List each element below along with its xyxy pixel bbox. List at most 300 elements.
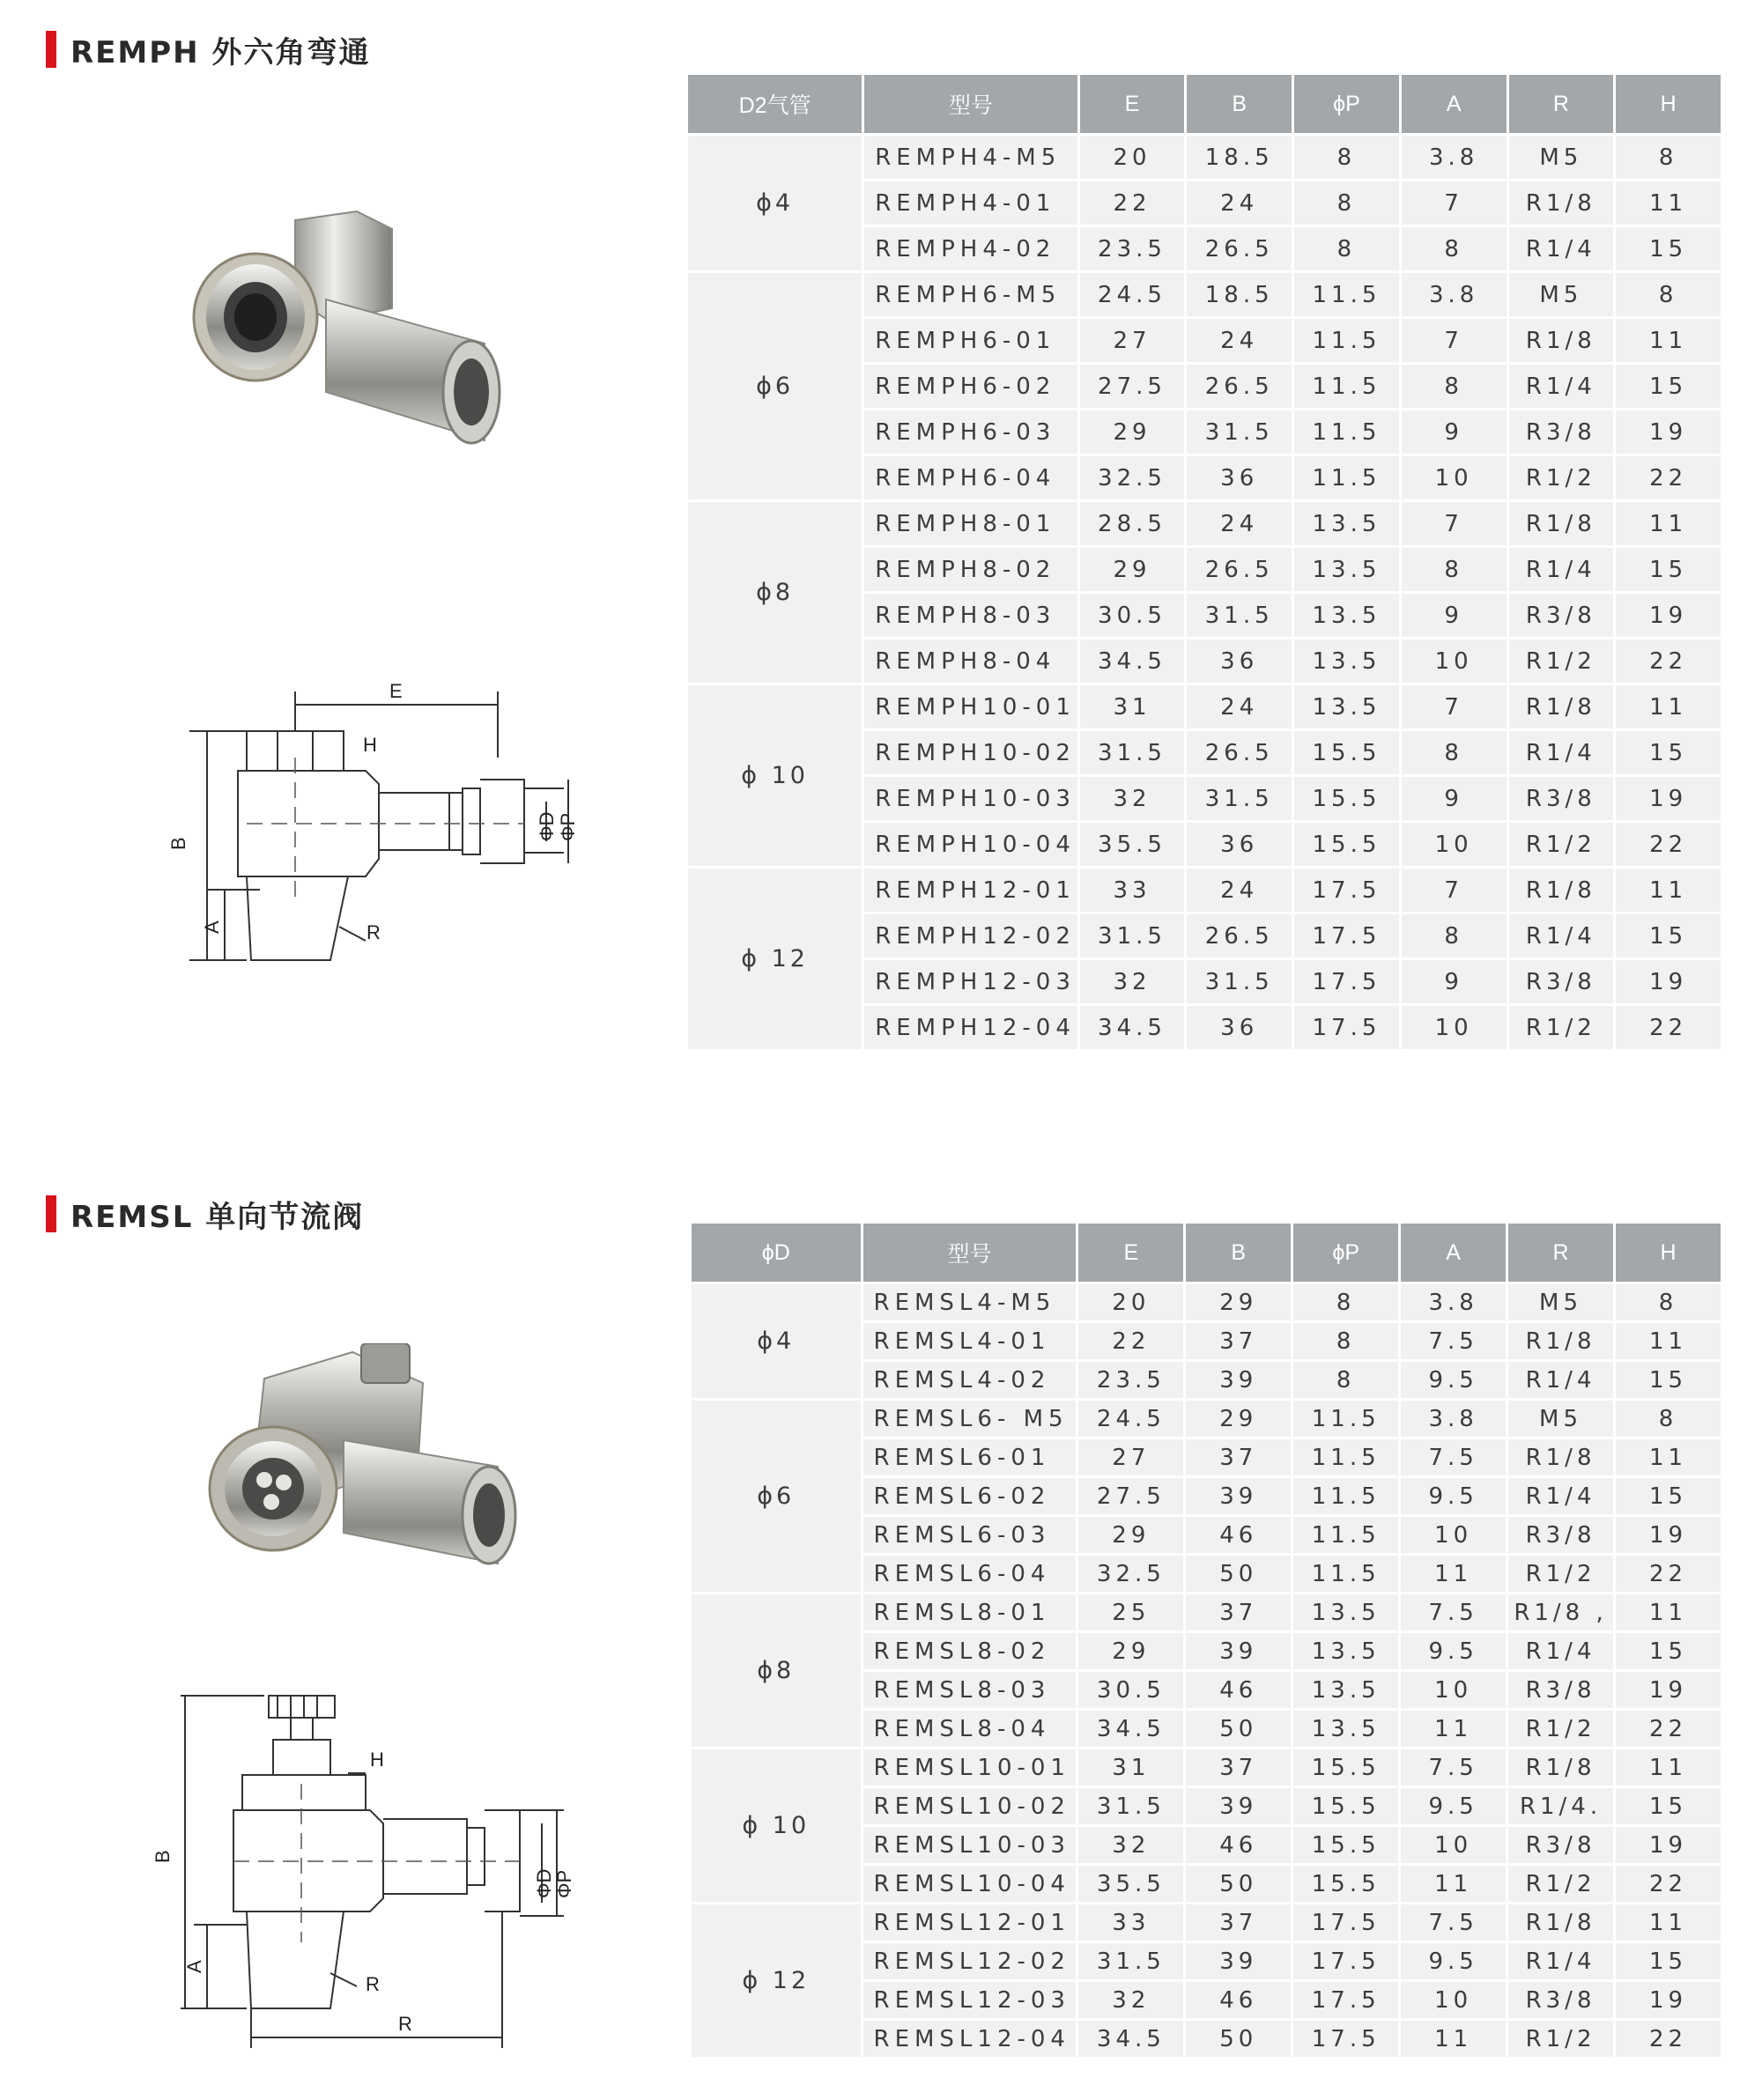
spec-cell: 9 [1402,594,1507,637]
spec-cell: 11 [1616,1749,1721,1786]
spec-cell: M5 [1508,1401,1613,1437]
table-row [692,1749,1721,1786]
spec-cell: 15 [1616,1633,1721,1669]
spec-cell: 30.5 [1078,1672,1183,1708]
spec-cell: 22 [1616,456,1721,499]
spec-cell: R1/8 [1509,502,1614,545]
spec-cell: 7.5 [1401,1749,1506,1786]
model-cell: REMPH10-04 [864,823,1077,866]
model-cell: REMPH10-03 [864,777,1077,820]
spec-cell: 13.5 [1293,1711,1398,1747]
remph-spec-table [685,72,1723,1052]
spec-cell: 11.5 [1293,1517,1398,1553]
spec-cell: 11 [1616,1904,1721,1941]
spec-cell: 32 [1078,1982,1183,2018]
spec-cell: 22 [1616,823,1721,866]
spec-cell: 32 [1080,960,1185,1003]
spec-cell: R1/8 [1509,869,1614,912]
table-row [688,869,1721,912]
tube-size-group: ϕ4 [692,1284,861,1398]
spec-cell: 7 [1402,685,1507,728]
spec-cell: 8 [1616,1284,1721,1320]
spec-cell: 36 [1187,640,1292,683]
spec-cell: 11 [1616,685,1721,728]
spec-cell: 8 [1616,136,1721,179]
spec-cell: R1/2 [1508,2021,1613,2057]
spec-cell: 8 [1402,731,1507,774]
column-header: E [1080,75,1185,133]
spec-cell: 17.5 [1294,960,1399,1003]
spec-cell: 30.5 [1080,594,1185,637]
column-header: 型号 [864,75,1077,133]
spec-cell: 19 [1616,1982,1721,2018]
spec-cell: M5 [1508,1284,1613,1320]
spec-cell: R1/8 [1509,181,1614,225]
spec-cell: 9.5 [1401,1943,1506,1979]
spec-cell: 17.5 [1293,2021,1398,2057]
spec-cell: 3.8 [1402,273,1507,316]
spec-cell: 20 [1080,136,1185,179]
spec-cell: 23.5 [1078,1362,1183,1398]
spec-cell: M5 [1509,273,1614,316]
remsl-dim-b: B [152,1850,174,1863]
tube-size-group: ϕ6 [692,1401,861,1592]
spec-cell: 3.8 [1402,136,1507,179]
remph-dim-d: ΦD [536,811,558,841]
column-header: ϕD [692,1224,861,1282]
spec-cell: 32 [1078,1827,1183,1863]
column-header: B [1186,1224,1291,1282]
spec-cell: 11.5 [1294,273,1399,316]
spec-cell: 8 [1293,1284,1398,1320]
spec-cell: 9.5 [1401,1478,1506,1514]
spec-cell: 7.5 [1401,1904,1506,1941]
table-header-row [692,1224,1721,1282]
spec-cell: 10 [1401,1517,1506,1553]
spec-cell: 24.5 [1078,1401,1183,1437]
spec-cell: 11 [1616,1594,1721,1630]
model-cell: REMSL12-04 [863,2021,1077,2057]
spec-cell: 8 [1402,548,1507,591]
spec-cell: R1/4 [1508,1943,1613,1979]
model-cell: REMPH6-04 [864,456,1077,499]
spec-cell: 46 [1186,1517,1291,1553]
spec-cell: 22 [1078,1323,1183,1359]
spec-cell: 15 [1616,365,1721,408]
spec-cell: 34.5 [1080,1006,1185,1049]
spec-cell: 32.5 [1078,1556,1183,1592]
spec-cell: 9.5 [1401,1788,1506,1824]
spec-cell: 17.5 [1294,1006,1399,1049]
spec-cell: R1/4 [1508,1633,1613,1669]
spec-cell: 31.5 [1187,594,1292,637]
spec-cell: 29 [1080,548,1185,591]
spec-cell: 15.5 [1293,1788,1398,1824]
column-header: R [1508,1224,1613,1282]
spec-cell: 29 [1078,1517,1183,1553]
spec-cell: R1/8 , [1508,1594,1613,1630]
spec-cell: 28.5 [1080,502,1185,545]
table-row [688,502,1721,545]
spec-cell: R3/8 [1509,410,1614,454]
spec-cell: 17.5 [1293,1943,1398,1979]
spec-cell: R1/2 [1509,640,1614,683]
spec-cell: 29 [1186,1284,1291,1320]
spec-cell: 27.5 [1080,365,1185,408]
spec-cell: R1/2 [1509,1006,1614,1049]
spec-cell: 8 [1402,227,1507,270]
spec-cell: 26.5 [1187,365,1292,408]
spec-cell: 11.5 [1294,365,1399,408]
spec-cell: 18.5 [1187,273,1292,316]
table-header-row [688,75,1721,133]
spec-cell: 31.5 [1187,960,1292,1003]
spec-cell: 22 [1616,1556,1721,1592]
spec-cell: 10 [1402,456,1507,499]
spec-cell: 11.5 [1293,1556,1398,1592]
spec-cell: 22 [1616,1006,1721,1049]
spec-cell: 10 [1401,1827,1506,1863]
spec-cell: 8 [1294,136,1399,179]
model-cell: REMSL10-02 [863,1788,1077,1824]
spec-cell: 11.5 [1293,1439,1398,1475]
spec-cell: 17.5 [1293,1904,1398,1941]
column-header: D2气管 [688,75,862,133]
spec-cell: 35.5 [1078,1866,1183,1902]
model-cell: REMSL4-02 [863,1362,1077,1398]
spec-cell: 26.5 [1187,731,1292,774]
spec-cell: 23.5 [1080,227,1185,270]
model-cell: REMPH6-01 [864,319,1077,362]
spec-cell: R3/8 [1508,1827,1613,1863]
spec-cell: 11 [1401,2021,1506,2057]
model-cell: REMPH10-01 [864,685,1077,728]
spec-cell: 50 [1186,1556,1291,1592]
remsl-dimension-drawing [150,1678,643,2066]
spec-cell: 19 [1616,777,1721,820]
spec-cell: 9.5 [1401,1362,1506,1398]
spec-cell: 13.5 [1293,1594,1398,1630]
spec-cell: 13.5 [1294,548,1399,591]
spec-cell: 27.5 [1078,1478,1183,1514]
spec-cell: R1/4 [1509,548,1614,591]
spec-cell: 31.5 [1078,1943,1183,1979]
spec-cell: 10 [1402,640,1507,683]
remph-dim-a: A [201,921,223,934]
spec-cell: 11.5 [1294,410,1399,454]
spec-cell: 10 [1402,1006,1507,1049]
spec-cell: 37 [1186,1594,1291,1630]
remph-dim-r: R [366,921,381,943]
spec-cell: 13.5 [1293,1672,1398,1708]
spec-cell: 26.5 [1187,227,1292,270]
spec-cell: 27 [1078,1439,1183,1475]
spec-cell: 15 [1616,914,1721,958]
spec-cell: 24 [1187,319,1292,362]
model-cell: REMPH6-M5 [864,273,1077,316]
spec-cell: 22 [1080,181,1185,225]
spec-cell: 34.5 [1080,640,1185,683]
spec-cell: R1/8 [1509,319,1614,362]
spec-cell: 8 [1294,227,1399,270]
spec-cell: 46 [1186,1982,1291,2018]
spec-cell: 11 [1616,319,1721,362]
remph-dim-e: E [389,680,403,702]
spec-cell: R1/2 [1508,1711,1613,1747]
spec-cell: 11.5 [1294,319,1399,362]
remsl-dim-p: ΦP [553,1869,575,1898]
spec-cell: R1/2 [1509,456,1614,499]
remsl-dim-r-thread: R [366,1973,380,1995]
spec-cell: 11 [1616,869,1721,912]
spec-cell: 37 [1186,1323,1291,1359]
spec-cell: R1/4 [1509,365,1614,408]
table-row [688,273,1721,316]
title-accent-bar [46,31,56,68]
spec-cell: R1/2 [1508,1866,1613,1902]
spec-cell: 17.5 [1293,1982,1398,2018]
spec-cell: 7 [1402,181,1507,225]
spec-cell: 19 [1616,960,1721,1003]
model-cell: REMPH4-02 [864,227,1077,270]
spec-cell: 31.5 [1080,731,1185,774]
column-header: 型号 [863,1224,1077,1282]
spec-cell: 11 [1616,181,1721,225]
spec-cell: 8 [1616,273,1721,316]
spec-cell: 9 [1402,960,1507,1003]
spec-cell: 11 [1616,1323,1721,1359]
spec-cell: 22 [1616,1866,1721,1902]
remph-dim-p: ΦP [557,812,579,841]
tube-size-group: ϕ8 [692,1594,861,1747]
spec-cell: 22 [1616,640,1721,683]
spec-cell: 24 [1187,685,1292,728]
spec-cell: 50 [1186,2021,1291,2057]
model-cell: REMPH12-01 [864,869,1077,912]
spec-cell: 17.5 [1294,869,1399,912]
spec-cell: 15 [1616,227,1721,270]
column-header: H [1616,75,1721,133]
remph-section-title [46,30,370,69]
spec-cell: 13.5 [1294,640,1399,683]
spec-cell: 37 [1186,1904,1291,1941]
spec-cell: 15.5 [1293,1749,1398,1786]
spec-cell: 37 [1186,1439,1291,1475]
spec-cell: 46 [1186,1827,1291,1863]
spec-cell: 19 [1616,1827,1721,1863]
spec-cell: 46 [1186,1672,1291,1708]
spec-cell: 39 [1186,1633,1291,1669]
spec-cell: 19 [1616,410,1721,454]
model-cell: REMPH12-02 [864,914,1077,958]
spec-cell: 50 [1186,1866,1291,1902]
remsl-spec-table [689,1221,1723,2059]
spec-cell: R1/8 [1508,1323,1613,1359]
tube-size-group: ϕ6 [688,273,862,499]
spec-cell: 15.5 [1294,823,1399,866]
remsl-dim-a: A [183,1960,205,1973]
spec-cell: 13.5 [1294,502,1399,545]
spec-cell: 17.5 [1294,914,1399,958]
remsl-dim-d: ΦD [533,1868,555,1898]
column-header: A [1401,1224,1506,1282]
spec-cell: 15 [1616,1362,1721,1398]
tube-size-group: ϕ 10 [688,685,862,866]
spec-cell: 15 [1616,1943,1721,1979]
spec-cell: 34.5 [1078,2021,1183,2057]
spec-cell: 7 [1402,502,1507,545]
spec-cell: 11 [1616,502,1721,545]
remph-dim-h: H [363,734,377,756]
model-cell: REMSL6-04 [863,1556,1077,1592]
spec-cell: 11.5 [1294,456,1399,499]
spec-cell: R3/8 [1508,1517,1613,1553]
remph-dim-b: B [167,837,189,850]
spec-cell: 24.5 [1080,273,1185,316]
spec-cell: 50 [1186,1711,1291,1747]
spec-cell: 7.5 [1401,1439,1506,1475]
table-row [688,685,1721,728]
spec-cell: 8 [1294,181,1399,225]
spec-cell: 39 [1186,1478,1291,1514]
model-cell: REMSL8-03 [863,1672,1077,1708]
spec-cell: 33 [1078,1904,1183,1941]
model-cell: REMPH8-04 [864,640,1077,683]
spec-cell: R1/4 [1509,227,1614,270]
remsl-section-title [46,1194,364,1233]
spec-cell: 10 [1402,823,1507,866]
column-header: A [1402,75,1507,133]
spec-cell: 39 [1186,1788,1291,1824]
spec-cell: 7.5 [1401,1594,1506,1630]
spec-cell: 15.5 [1294,731,1399,774]
spec-cell: 19 [1616,594,1721,637]
spec-cell: 11 [1401,1556,1506,1592]
spec-cell: 8 [1293,1323,1398,1359]
spec-cell: R3/8 [1508,1672,1613,1708]
spec-cell: 37 [1186,1749,1291,1786]
spec-cell: 10 [1401,1982,1506,2018]
model-cell: REMPH10-02 [864,731,1077,774]
model-cell: REMSL4-M5 [863,1284,1077,1320]
spec-cell: 29 [1080,410,1185,454]
spec-cell: 13.5 [1294,685,1399,728]
model-cell: REMSL10-01 [863,1749,1077,1786]
spec-cell: 32 [1080,777,1185,820]
spec-cell: 19 [1616,1517,1721,1553]
spec-cell: 27 [1080,319,1185,362]
spec-cell: 24 [1187,502,1292,545]
model-cell: REMSL8-01 [863,1594,1077,1630]
remph-dimension-drawing [159,669,652,987]
model-cell: REMPH12-04 [864,1006,1077,1049]
column-header: ϕP [1294,75,1399,133]
model-cell: REMPH8-03 [864,594,1077,637]
spec-cell: 39 [1186,1362,1291,1398]
column-header: E [1078,1224,1183,1282]
table-row [692,1904,1721,1941]
spec-cell: 31.5 [1080,914,1185,958]
spec-cell: R3/8 [1509,594,1614,637]
spec-cell: 33 [1080,869,1185,912]
column-header: H [1616,1224,1721,1282]
spec-cell: 11 [1616,1439,1721,1475]
model-cell: REMPH6-02 [864,365,1077,408]
spec-cell: R1/8 [1508,1904,1613,1941]
model-cell: REMSL6- M5 [863,1401,1077,1437]
model-cell: REMPH8-02 [864,548,1077,591]
spec-cell: 31 [1080,685,1185,728]
spec-cell: 24 [1187,869,1292,912]
remsl-dim-h: H [370,1749,384,1771]
spec-cell: 26.5 [1187,914,1292,958]
column-header: R [1509,75,1614,133]
spec-cell: 15 [1616,548,1721,591]
spec-cell: 24 [1187,181,1292,225]
spec-cell: M5 [1509,136,1614,179]
tube-size-group: ϕ 10 [692,1749,861,1902]
spec-cell: 15.5 [1293,1827,1398,1863]
model-cell: REMSL12-02 [863,1943,1077,1979]
spec-cell: R1/4 [1508,1362,1613,1398]
spec-cell: 19 [1616,1672,1721,1708]
model-cell: REMPH4-01 [864,181,1077,225]
model-cell: REMSL10-04 [863,1866,1077,1902]
spec-cell: R1/2 [1509,823,1614,866]
spec-cell: 31 [1078,1749,1183,1786]
model-cell: REMPH12-03 [864,960,1077,1003]
spec-cell: R1/8 [1508,1439,1613,1475]
spec-cell: 31.5 [1187,777,1292,820]
remsl-product-photo [203,1343,520,1581]
model-cell: REMSL6-02 [863,1478,1077,1514]
spec-cell: R1/4 [1509,914,1614,958]
remsl-title: REMSL 单向节流阀 [70,1199,365,1235]
spec-cell: 22 [1616,2021,1721,2057]
spec-cell: 7 [1402,869,1507,912]
spec-cell: 8 [1402,365,1507,408]
column-header: B [1187,75,1292,133]
spec-cell: 29 [1186,1401,1291,1437]
spec-cell: R1/2 [1508,1556,1613,1592]
spec-cell: 3.8 [1401,1401,1506,1437]
spec-cell: R1/4. [1508,1788,1613,1824]
spec-cell: 15 [1616,1478,1721,1514]
spec-cell: 11 [1401,1866,1506,1902]
spec-cell: 10 [1401,1672,1506,1708]
model-cell: REMPH4-M5 [864,136,1077,179]
remsl-dim-r-length: R [398,2013,412,2035]
spec-cell: 13.5 [1294,594,1399,637]
tube-size-group: ϕ4 [688,136,862,270]
tube-size-group: ϕ 12 [692,1904,861,2057]
spec-cell: 29 [1078,1633,1183,1669]
spec-cell: 34.5 [1078,1711,1183,1747]
spec-cell: 11.5 [1293,1478,1398,1514]
spec-cell: 20 [1078,1284,1183,1320]
spec-cell: 15.5 [1294,777,1399,820]
spec-cell: 9 [1402,777,1507,820]
spec-cell: 15.5 [1293,1866,1398,1902]
remph-title: REMPH 外六角弯通 [70,34,371,70]
spec-cell: 9.5 [1401,1633,1506,1669]
column-header: ϕP [1293,1224,1398,1282]
model-cell: REMSL8-02 [863,1633,1077,1669]
table-row [692,1284,1721,1320]
model-cell: REMPH8-01 [864,502,1077,545]
spec-cell: 26.5 [1187,548,1292,591]
spec-cell: 8 [1293,1362,1398,1398]
